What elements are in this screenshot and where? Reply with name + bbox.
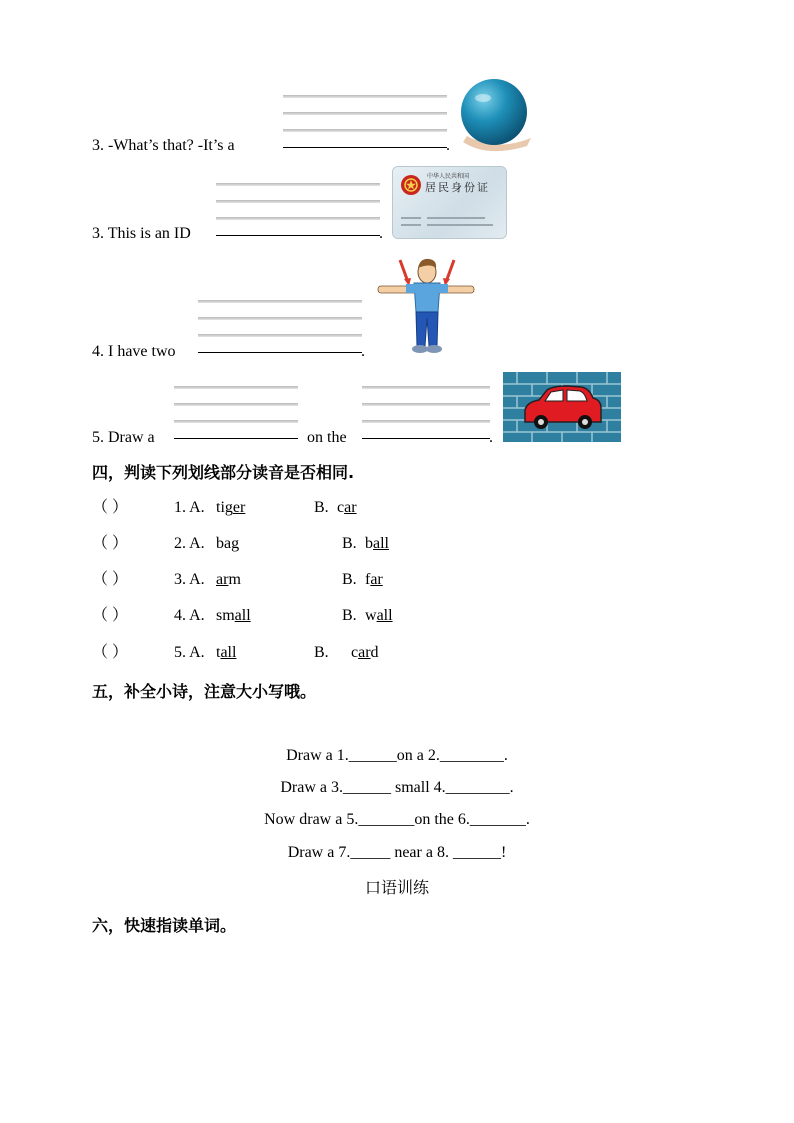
writing-lines-2[interactable] bbox=[216, 183, 380, 237]
poem-line-2: Draw a 3.______ small 4.________. bbox=[280, 779, 514, 796]
item-mid-4: on the bbox=[307, 429, 347, 446]
option-a: small bbox=[216, 607, 251, 624]
item-prompt-2: 3. This is an ID bbox=[92, 225, 191, 242]
option-b: car bbox=[337, 499, 357, 516]
writing-lines-3[interactable] bbox=[198, 300, 362, 354]
writing-lines-4b[interactable] bbox=[362, 386, 490, 440]
writing-lines-4a[interactable] bbox=[174, 386, 298, 440]
poem-line-3: Now draw a 5._______on the 6._______. bbox=[264, 811, 530, 828]
national-emblem-icon bbox=[400, 174, 422, 196]
item-end-3: . bbox=[361, 343, 365, 360]
option-a: tall bbox=[216, 644, 237, 661]
item-prompt-3: 4. I have two bbox=[92, 343, 176, 360]
writing-lines-1[interactable] bbox=[283, 95, 447, 149]
id-card-title: 居民身份证 bbox=[425, 181, 490, 194]
option-b: wall bbox=[365, 607, 393, 624]
option-a: tiger bbox=[216, 499, 246, 516]
option-b: far bbox=[365, 571, 383, 588]
id-card-country: 中华人民共和国 bbox=[427, 173, 470, 180]
item-end-2: . bbox=[379, 225, 383, 242]
man-arms-image bbox=[374, 252, 477, 356]
option-b: ball bbox=[365, 535, 389, 552]
option-b: card bbox=[351, 644, 379, 661]
poem-line-4: Draw a 7._____ near a 8. ______! bbox=[287, 844, 507, 861]
section5-title: 五，补全小诗，注意大小写哦。 bbox=[92, 682, 317, 701]
option-a: arm bbox=[216, 571, 241, 588]
section4-title: 四，判读下列划线部分读音是否相同. bbox=[92, 463, 355, 482]
section6-title: 六，快速指读单词。 bbox=[92, 916, 237, 935]
oral-practice-heading: 口语训练 bbox=[364, 878, 429, 897]
item-prompt-1: 3. -What’s that? -It’s a bbox=[92, 137, 235, 154]
item-end-1: . bbox=[446, 137, 450, 154]
car-on-wall-image bbox=[503, 372, 621, 442]
blue-ball-image bbox=[457, 76, 533, 156]
item-end-4: . bbox=[489, 429, 493, 446]
id-card-image bbox=[393, 167, 506, 238]
option-a: bag bbox=[216, 535, 240, 552]
poem-line-1: Draw a 1.______on a 2.________. bbox=[286, 747, 508, 764]
item-prompt-4: 5. Draw a bbox=[92, 429, 155, 446]
